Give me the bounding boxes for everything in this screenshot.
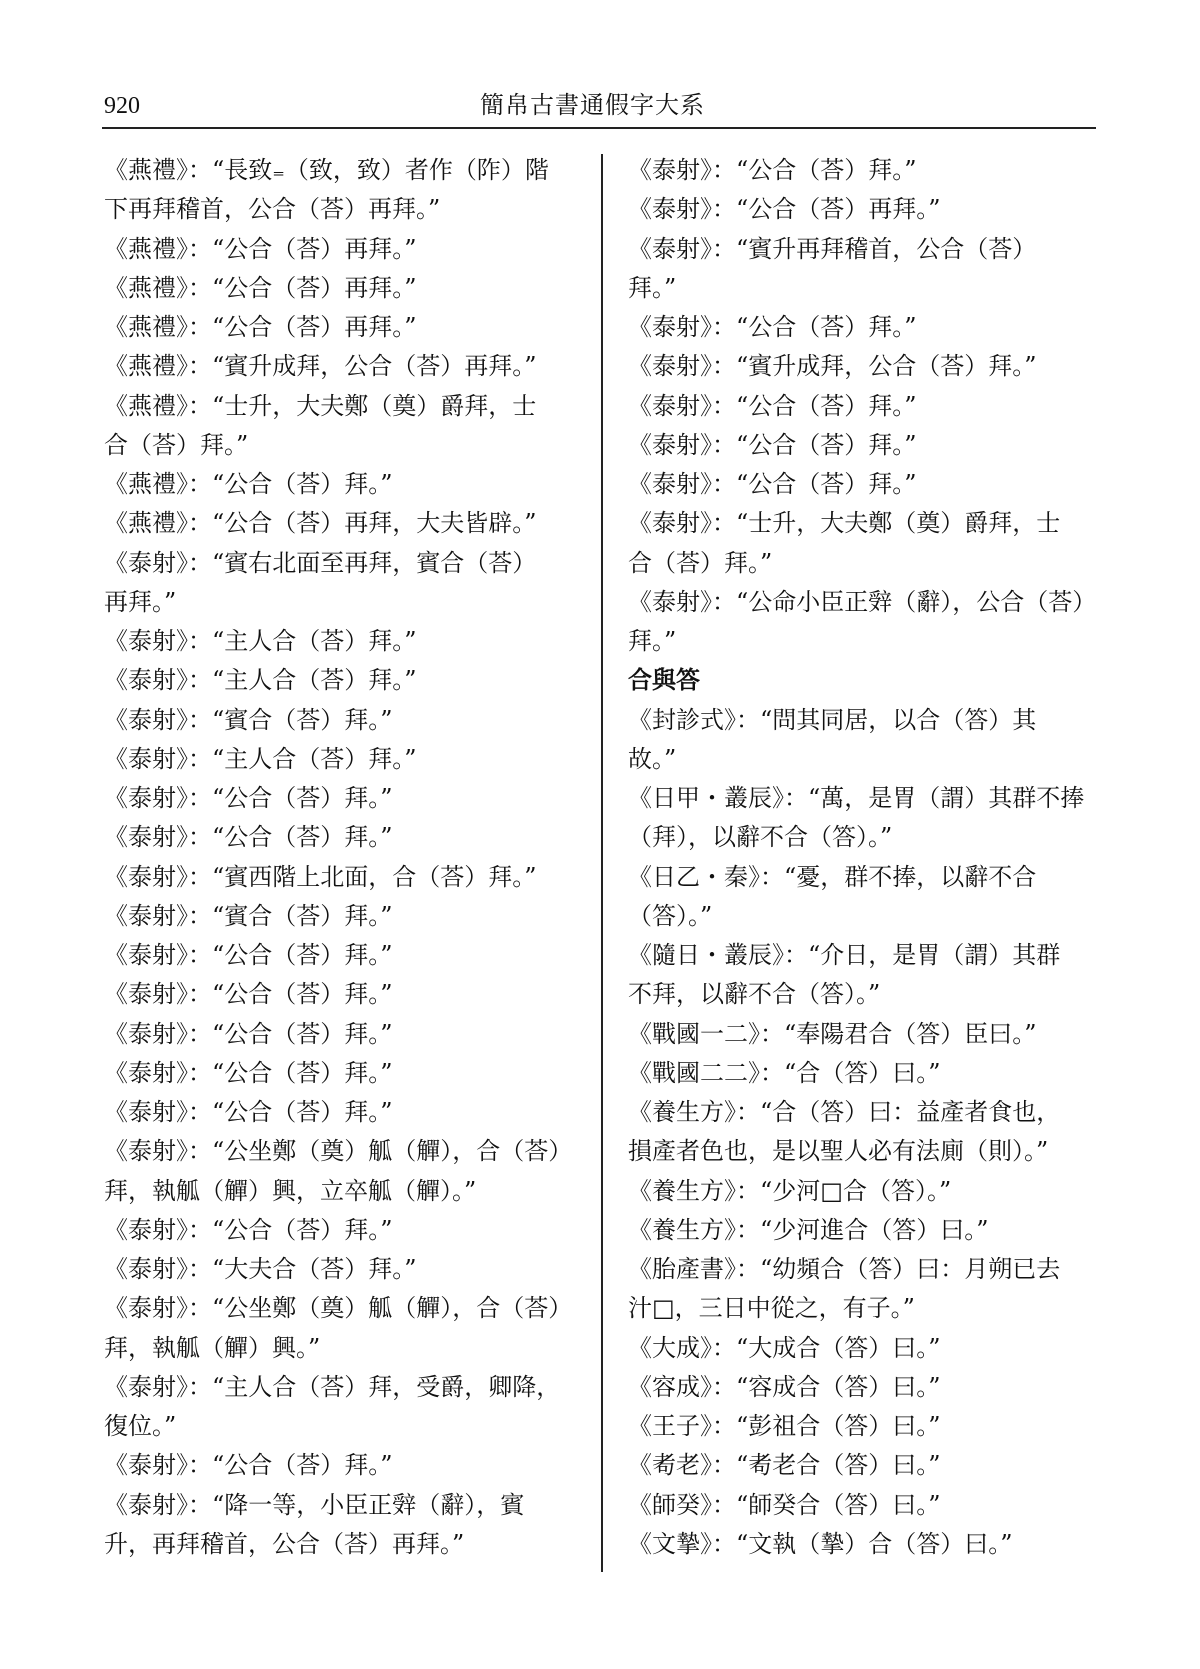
entry-line: 《泰射》：“主人合（荅）拜，受爵，卿降， bbox=[104, 1372, 561, 1401]
entry-line: 《泰射》：“主人合（荅）拜。” bbox=[104, 627, 417, 655]
running-title: 簡帛古書通假字大系 bbox=[480, 91, 705, 119]
section-heading: 合與答 bbox=[628, 666, 700, 695]
entry-line: 《泰射》：“公合（荅）拜。” bbox=[628, 430, 917, 459]
entry-line: 《泰射》：“士升，大夫鄭（奠）爵拜，士 bbox=[628, 509, 1061, 538]
entry-line: 《泰射》：“公合（荅）拜。” bbox=[104, 941, 393, 969]
entry-line: 《泰射》：“公合（荅）拜。” bbox=[628, 470, 917, 498]
entry-line: 《泰射》：“公合（荅）拜。” bbox=[104, 823, 393, 852]
entry-line: 《泰射》：“賓合（荅）拜。” bbox=[104, 901, 393, 930]
right-column bbox=[628, 151, 1096, 1564]
entry-line: 《泰射》：“公合（荅）拜。” bbox=[104, 1215, 393, 1244]
entry-line: 《耇老》：“耇老合（答）曰。” bbox=[628, 1451, 941, 1480]
entry-line: 《師癸》：“師癸合（答）曰。” bbox=[628, 1490, 941, 1519]
entry-line: 《養生方》：“合（答）曰：益產者食也， bbox=[628, 1098, 1061, 1126]
entry-line: 《泰射》：“賓西階上北面，合（荅）拜。” bbox=[104, 862, 537, 891]
entry-line: 拜，執觚（觶）興。” bbox=[104, 1333, 321, 1362]
entry-line: （拜），以辭不合（答）。” bbox=[628, 823, 893, 852]
entry-line: 拜。” bbox=[628, 273, 677, 302]
left-column bbox=[104, 151, 582, 1564]
entry-line: 不拜，以辭不合（答）。” bbox=[628, 980, 881, 1009]
entry-line: 《燕禮》：“公合（荅）再拜。” bbox=[104, 234, 417, 263]
entry-line: 《燕禮》：“公合（荅）再拜。” bbox=[104, 313, 417, 341]
entry-line: 《隨日・叢辰》：“介日，是胃（謂）其群 bbox=[628, 941, 1061, 969]
entry-line: 《胎產書》：“幼頻合（答）曰：月朔已去 bbox=[628, 1255, 1061, 1283]
entry-line: 《養生方》：“少河□合（答）。” bbox=[628, 1176, 952, 1205]
entry-line: 《容成》：“容成合（答）曰。” bbox=[628, 1372, 941, 1401]
entry-line: 《王子》：“彭祖合（答）曰。” bbox=[628, 1412, 941, 1440]
column-divider bbox=[601, 154, 603, 1572]
entry-line: 《泰射》：“公坐鄭（奠）觚（觶），合（荅） bbox=[104, 1294, 573, 1323]
entry-line: 《泰射》：“公合（荅）拜。” bbox=[104, 1019, 393, 1048]
entry-line: 《泰射》：“公合（荅）再拜。” bbox=[628, 195, 941, 224]
entry-line: 《文摯》：“文執（摯）合（答）曰。” bbox=[628, 1529, 1013, 1558]
entry-line: 《養生方》：“少河進合（答）曰。” bbox=[628, 1215, 989, 1244]
entry-line: 復位。” bbox=[104, 1412, 177, 1440]
entry-line: 《泰射》：“公合（荅）拜。” bbox=[104, 1098, 393, 1126]
entry-line: 汁□，三日中從之，有子。” bbox=[628, 1294, 915, 1323]
entry-line: 《封診式》：“問其同居，以合（答）其 bbox=[628, 705, 1037, 734]
entry-line: 合（荅）拜。” bbox=[104, 430, 249, 459]
entry-line: 《燕禮》：“長致₌（致，致）者作（阼）階 bbox=[104, 156, 549, 184]
entry-line: 故。” bbox=[628, 744, 677, 773]
entry-line: 《泰射》：“賓右北面至再拜，賓合（荅） bbox=[104, 548, 537, 577]
header-rule bbox=[102, 127, 1096, 129]
entry-line: 《泰射》：“主人合（荅）拜。” bbox=[104, 666, 417, 695]
entry-line: 《燕禮》：“士升，大夫鄭（奠）爵拜，士 bbox=[104, 391, 537, 420]
entry-line: 拜，執觚（觶）興，立卒觚（觶）。” bbox=[104, 1176, 477, 1205]
entry-line: 《泰射》：“公合（荅）拜。” bbox=[104, 1451, 393, 1480]
entry-line: 《日甲・叢辰》：“萬，是胃（謂）其群不捧 bbox=[628, 784, 1085, 812]
entry-line: （答）。” bbox=[628, 901, 713, 930]
entry-line: 《燕禮》：“公合（荅）拜。” bbox=[104, 470, 393, 498]
entry-line: 《燕禮》：“賓升成拜，公合（荅）再拜。” bbox=[104, 352, 537, 381]
entry-line: 《日乙・秦》：“憂，群不捧，以辭不合 bbox=[628, 862, 1037, 891]
entry-line: 《燕禮》：“公合（荅）再拜。” bbox=[104, 273, 417, 302]
entry-line: 《泰射》：“公合（荅）拜。” bbox=[628, 391, 917, 420]
page-number: 920 bbox=[104, 93, 140, 119]
entry-line: 《燕禮》：“公合（荅）再拜，大夫皆辟。” bbox=[104, 509, 537, 538]
entry-line: 《戰國二二》：“合（答）曰。” bbox=[628, 1058, 941, 1087]
entry-line: 《泰射》：“主人合（荅）拜。” bbox=[104, 744, 417, 773]
entry-line: 再拜。” bbox=[104, 587, 177, 616]
entry-line: 《泰射》：“公合（荅）拜。” bbox=[104, 1058, 393, 1087]
entry-line: 拜。” bbox=[628, 627, 677, 655]
entry-line: 《泰射》：“公坐鄭（奠）觚（觶），合（荅） bbox=[104, 1137, 573, 1166]
entry-line: 《泰射》：“公合（荅）拜。” bbox=[104, 784, 393, 812]
entry-line: 下再拜稽首，公合（荅）再拜。” bbox=[104, 195, 441, 224]
entry-line: 《泰射》：“公合（荅）拜。” bbox=[104, 980, 393, 1009]
entry-line: 《戰國一二》：“奉陽君合（答）臣曰。” bbox=[628, 1019, 1037, 1048]
entry-line: 合（荅）拜。” bbox=[628, 548, 773, 577]
entry-line: 《泰射》：“公命小臣正辤（辭），公合（荅） bbox=[628, 587, 1097, 616]
entry-line: 《泰射》：“賓升再拜稽首，公合（荅） bbox=[628, 234, 1037, 263]
entry-line: 《泰射》：“大夫合（荅）拜。” bbox=[104, 1255, 417, 1283]
entry-line: 《泰射》：“公合（荅）拜。” bbox=[628, 156, 917, 184]
entry-line: 損產者色也，是以聖人必有法廁（則）。” bbox=[628, 1137, 1049, 1166]
entry-line: 《泰射》：“賓升成拜，公合（荅）拜。” bbox=[628, 352, 1037, 381]
entry-line: 《大成》：“大成合（答）曰。” bbox=[628, 1333, 941, 1362]
entry-line: 升，再拜稽首，公合（荅）再拜。” bbox=[104, 1529, 465, 1558]
entry-line: 《泰射》：“賓合（荅）拜。” bbox=[104, 705, 393, 734]
entry-line: 《泰射》：“公合（荅）拜。” bbox=[628, 313, 917, 341]
entry-line: 《泰射》：“降一等，小臣正辤（辭），賓 bbox=[104, 1490, 525, 1519]
